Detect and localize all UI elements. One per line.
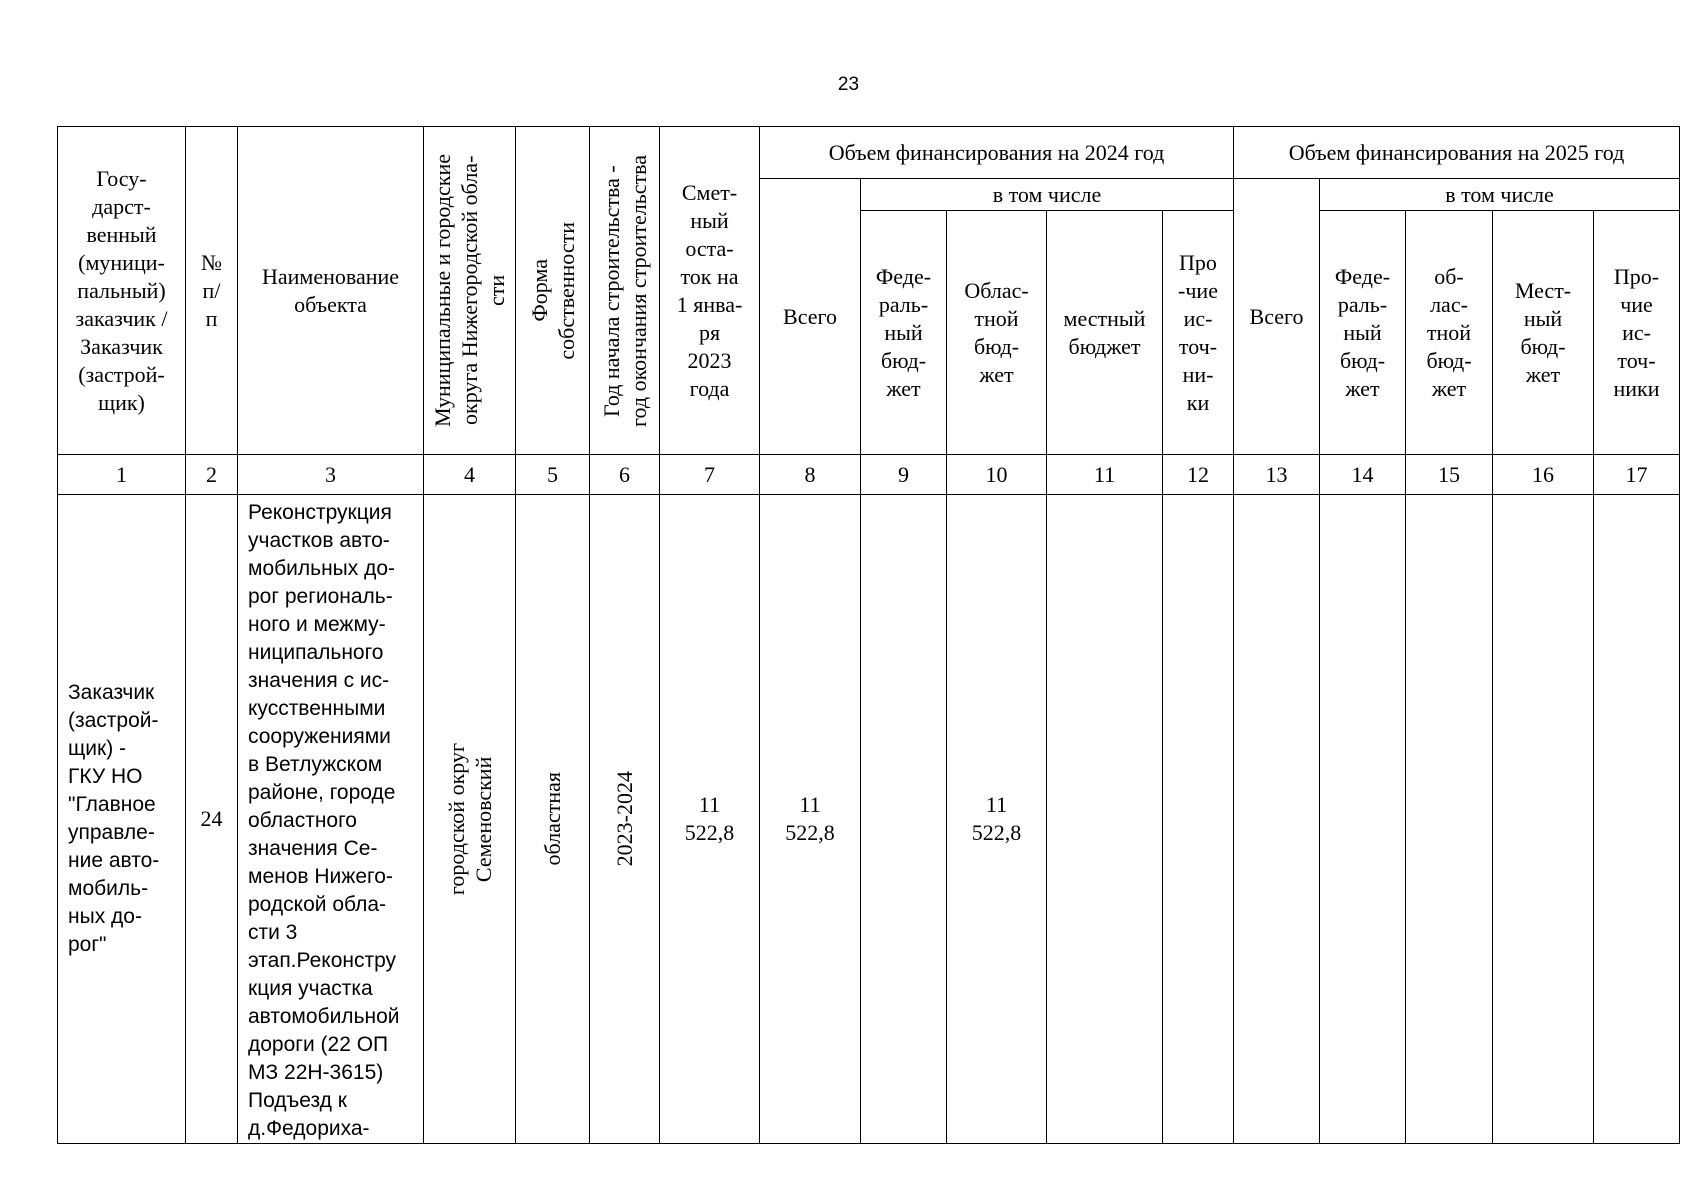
- header-federal-2024: Феде- раль- ный бюд- жет: [861, 211, 947, 455]
- header-fin-2025: Объем финансирования на 2025 год: [1234, 127, 1680, 179]
- table-row: [58, 495, 1680, 1144]
- row-years: 2023-2024: [612, 771, 637, 867]
- header-including-2025: в том числе: [1320, 179, 1680, 211]
- header-total-2025: Всего: [1234, 179, 1320, 455]
- header-including-2024: в том числе: [861, 179, 1234, 211]
- row-local-2025: [1493, 495, 1594, 1144]
- header-municipality-cell: [424, 127, 516, 455]
- colnum-11: 11: [1047, 455, 1163, 495]
- colnum-1: 1: [58, 455, 186, 495]
- colnum-8: 8: [760, 455, 861, 495]
- colnum-13: 13: [1234, 455, 1320, 495]
- header-years: Год начала строительства - год окончания строительства: [598, 154, 651, 427]
- header-ownership: Форма собственности: [526, 221, 579, 360]
- row-local-2024: [1047, 495, 1163, 1144]
- header-ownership-cell: [516, 127, 590, 455]
- colnum-3: 3: [238, 455, 424, 495]
- row-federal-2024: [861, 495, 947, 1144]
- row-federal-2025: [1320, 495, 1406, 1144]
- header-other-2025: Про- чие ис- точ- ники: [1594, 211, 1680, 455]
- investment-table: [57, 126, 1680, 1144]
- header-customer: Госу- дарст- венный (муници- пальный) заказчик / Заказчик (застрой- щик): [58, 127, 186, 455]
- header-local-2024: местный бюджет: [1047, 211, 1163, 455]
- colnum-2: 2: [186, 455, 238, 495]
- colnum-9: 9: [861, 455, 947, 495]
- header-fin-2024: Объем финансирования на 2024 год: [760, 127, 1234, 179]
- header-other-2024: Про -чие ис- точ- ни- ки: [1163, 211, 1234, 455]
- row-other-2025: [1594, 495, 1680, 1144]
- row-regional-2024: 11 522,8: [947, 495, 1047, 1144]
- header-municipality: Муниципальные и городские округа Нижегородской обла- сти: [430, 154, 509, 427]
- header-num: № п/ п: [186, 127, 238, 455]
- row-balance: 11 522,8: [660, 495, 760, 1144]
- row-ownership-cell: [516, 495, 590, 1144]
- header-total-2024: Всего: [760, 179, 861, 455]
- colnum-17: 17: [1594, 455, 1680, 495]
- colnum-4: 4: [424, 455, 516, 495]
- header-object-name: Наименование объекта: [238, 127, 424, 455]
- header-local-2025: Мест- ный бюд- жет: [1493, 211, 1594, 455]
- colnum-5: 5: [516, 455, 590, 495]
- header-years-cell: [590, 127, 660, 455]
- page-number: 23: [837, 74, 860, 95]
- colnum-16: 16: [1493, 455, 1594, 495]
- colnum-15: 15: [1406, 455, 1493, 495]
- row-ownership: областная: [540, 772, 565, 866]
- header-federal-2025: Феде- раль- ный бюд- жет: [1320, 211, 1406, 455]
- row-num: 24: [186, 495, 238, 1144]
- row-other-2024: [1163, 495, 1234, 1144]
- colnum-10: 10: [947, 455, 1047, 495]
- row-years-cell: [590, 495, 660, 1144]
- colnum-12: 12: [1163, 455, 1234, 495]
- header-row-1: [58, 127, 1680, 179]
- row-total-2025: [1234, 495, 1320, 1144]
- header-regional-2025: об- лас- тной бюд- жет: [1406, 211, 1493, 455]
- row-object-name: Реконструкция участков авто- мобильных до- рог региональ- ного и межму- ниципального значения с ис- кусственными сооружениями в Ветлужском районе, городе областного значения Се- менов Нижего- родской обла- сти 3 этап.Реконстру кция участка автомобильной дороги (22 ОП МЗ 22Н-3615) Подъезд к д.Федориха-: [238, 495, 424, 1144]
- row-municipality-cell: [424, 495, 516, 1144]
- colnum-7: 7: [660, 455, 760, 495]
- row-total-2024: 11 522,8: [760, 495, 861, 1144]
- column-number-row: [58, 455, 1680, 495]
- colnum-14: 14: [1320, 455, 1406, 495]
- row-regional-2025: [1406, 495, 1493, 1144]
- colnum-6: 6: [590, 455, 660, 495]
- header-balance: Смет- ный оста- ток на 1 янва- ря 2023 года: [660, 127, 760, 455]
- row-municipality: городской округ Семеновский: [443, 742, 496, 896]
- header-regional-2024: Облас- тной бюд- жет: [947, 211, 1047, 455]
- row-customer: Заказчик (застрой- щик) - ГКУ НО "Главное управле- ние авто- мобиль- ных до- рог": [58, 495, 186, 1144]
